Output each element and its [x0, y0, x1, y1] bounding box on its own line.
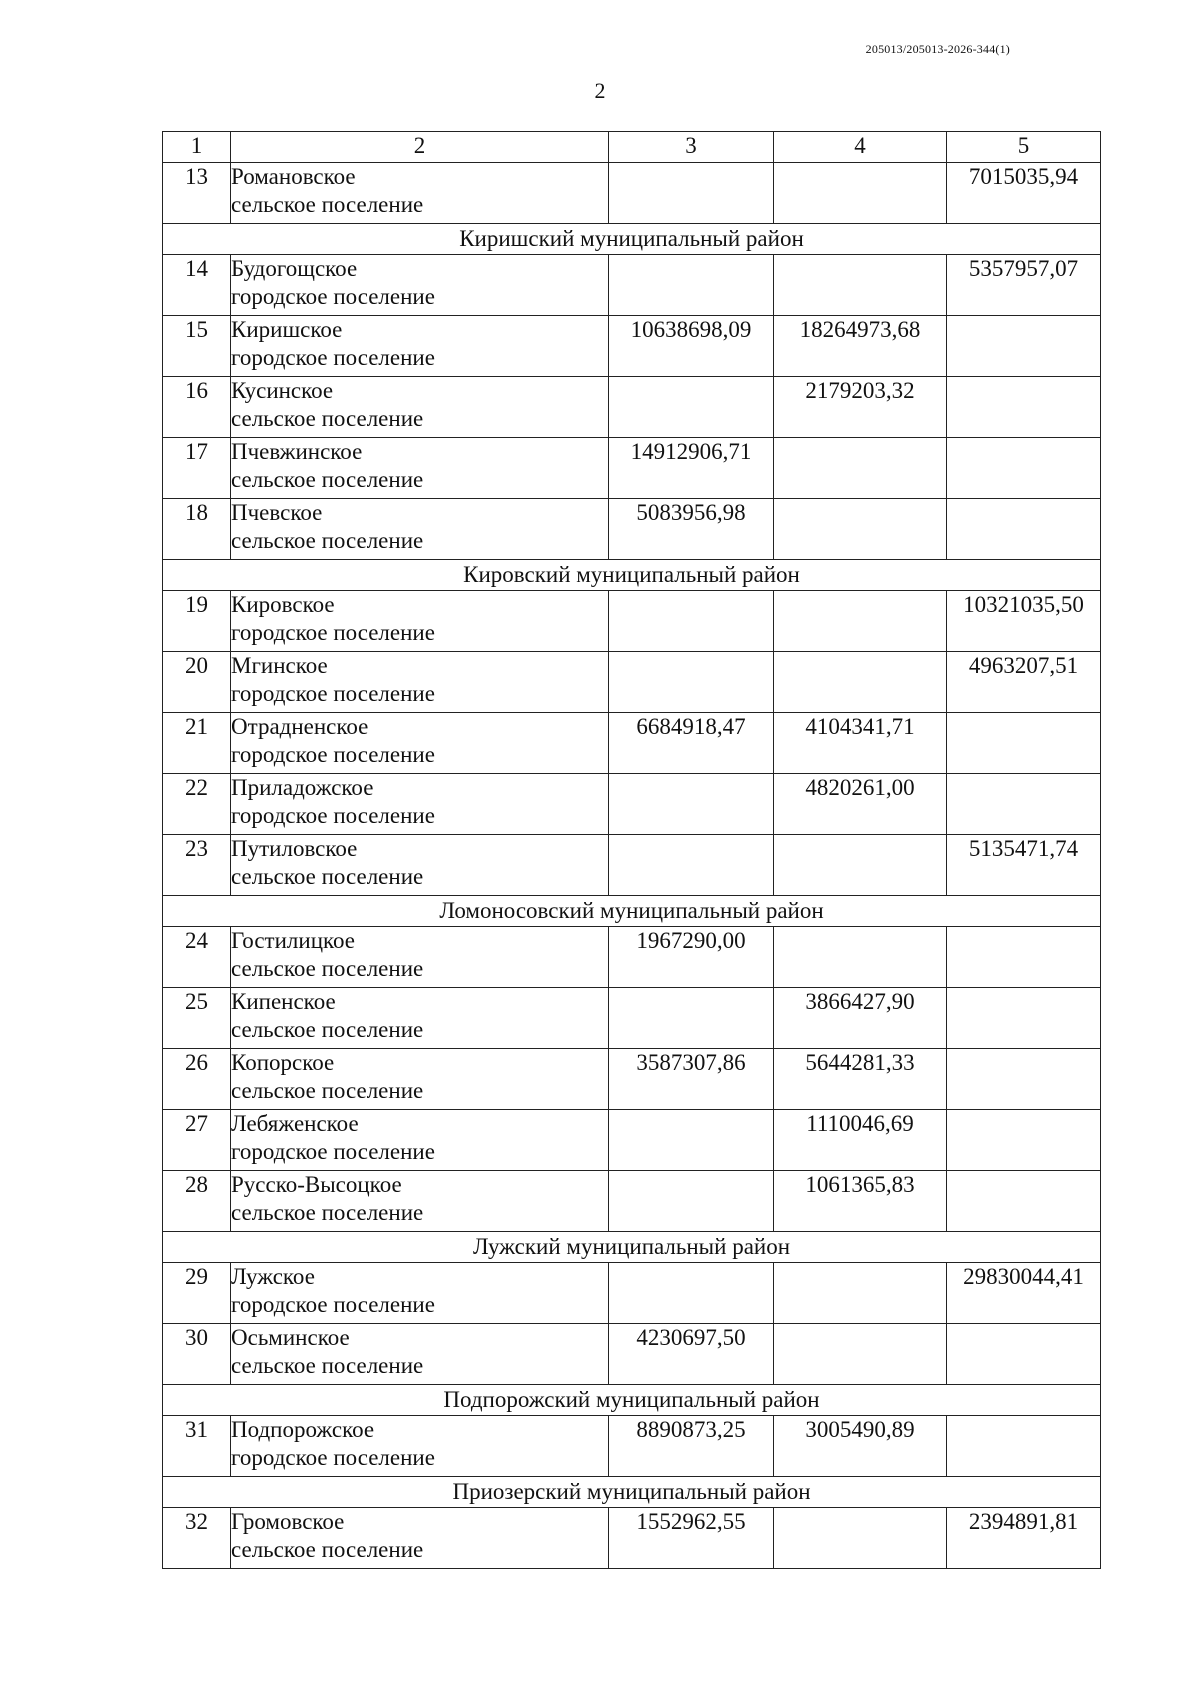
amount-c4 — [774, 1324, 947, 1385]
settlement-name-line1: Лужское — [231, 1264, 315, 1289]
table-row — [163, 1171, 1101, 1232]
settlement-name-line1: Киришское — [231, 317, 343, 342]
table-row — [163, 1049, 1101, 1110]
district-title: Подпорожский муниципальный район — [163, 1385, 1101, 1416]
row-number: 15 — [163, 316, 231, 377]
column-header: 5 — [947, 132, 1101, 163]
table-row — [163, 255, 1101, 316]
settlement-name-line1: Мгинское — [231, 653, 328, 678]
amount-c4: 3005490,89 — [774, 1416, 947, 1477]
table-row — [163, 652, 1101, 713]
district-title: Кировский муниципальный район — [163, 560, 1101, 591]
settlement-name — [231, 499, 609, 560]
row-number: 18 — [163, 499, 231, 560]
amount-c3 — [609, 652, 774, 713]
settlement-name-line2: городское поселение — [231, 345, 435, 370]
amount-c3 — [609, 377, 774, 438]
district-title: Приозерский муниципальный район — [163, 1477, 1101, 1508]
budget-table — [162, 131, 1101, 1569]
settlement-name — [231, 1171, 609, 1232]
settlement-name-line1: Приладожское — [231, 775, 374, 800]
settlement-name-line1: Лебяженское — [231, 1111, 359, 1136]
amount-c4 — [774, 652, 947, 713]
settlement-name-line2: городское поселение — [231, 681, 435, 706]
page-number: 2 — [594, 78, 606, 103]
settlement-name-line2: сельское поселение — [231, 1353, 424, 1378]
district-title: Лужский муниципальный район — [163, 1232, 1101, 1263]
table-row — [163, 316, 1101, 377]
amount-c3: 1552962,55 — [609, 1508, 774, 1569]
row-number: 23 — [163, 835, 231, 896]
column-header: 3 — [609, 132, 774, 163]
table-row — [163, 713, 1101, 774]
amount-c4 — [774, 835, 947, 896]
settlement-name — [231, 255, 609, 316]
settlement-name-line2: сельское поселение — [231, 406, 424, 431]
document-id: 205013/205013-2026-344(1) — [865, 42, 1010, 56]
amount-c5 — [947, 1171, 1101, 1232]
settlement-name-line1: Романовское — [231, 164, 356, 189]
settlement-name-line2: городское поселение — [231, 284, 435, 309]
amount-c5 — [947, 1416, 1101, 1477]
settlement-name — [231, 1324, 609, 1385]
amount-c3: 8890873,25 — [609, 1416, 774, 1477]
district-header-row — [163, 224, 1101, 255]
settlement-name-line2: сельское поселение — [231, 1537, 424, 1562]
district-header-row — [163, 1232, 1101, 1263]
amount-c3 — [609, 774, 774, 835]
row-number: 19 — [163, 591, 231, 652]
amount-c4 — [774, 1508, 947, 1569]
settlement-name-line1: Осьминское — [231, 1325, 350, 1350]
settlement-name-line2: городское поселение — [231, 1139, 435, 1164]
district-header-row — [163, 1385, 1101, 1416]
amount-c5: 2394891,81 — [947, 1508, 1101, 1569]
table-row — [163, 835, 1101, 896]
row-number: 31 — [163, 1416, 231, 1477]
amount-c3 — [609, 1263, 774, 1324]
amount-c5 — [947, 713, 1101, 774]
amount-c5: 4963207,51 — [947, 652, 1101, 713]
amount-c3 — [609, 163, 774, 224]
amount-c3: 6684918,47 — [609, 713, 774, 774]
settlement-name — [231, 713, 609, 774]
settlement-name-line2: сельское поселение — [231, 1200, 424, 1225]
column-header: 1 — [163, 132, 231, 163]
settlement-name — [231, 438, 609, 499]
amount-c4: 4104341,71 — [774, 713, 947, 774]
settlement-name-line1: Кусинское — [231, 378, 334, 403]
amount-c5: 5357957,07 — [947, 255, 1101, 316]
amount-c4: 1110046,69 — [774, 1110, 947, 1171]
settlement-name-line1: Будогощское — [231, 256, 358, 281]
amount-c5 — [947, 1049, 1101, 1110]
settlement-name — [231, 774, 609, 835]
amount-c4: 2179203,32 — [774, 377, 947, 438]
settlement-name — [231, 927, 609, 988]
settlement-name — [231, 163, 609, 224]
settlement-name-line1: Путиловское — [231, 836, 358, 861]
amount-c4 — [774, 499, 947, 560]
amount-c3 — [609, 1110, 774, 1171]
column-header-row — [163, 132, 1101, 163]
table-row — [163, 499, 1101, 560]
settlement-name — [231, 1049, 609, 1110]
amount-c3: 10638698,09 — [609, 316, 774, 377]
row-number: 27 — [163, 1110, 231, 1171]
settlement-name — [231, 316, 609, 377]
settlement-name-line1: Кипенское — [231, 989, 336, 1014]
table-row — [163, 377, 1101, 438]
settlement-name — [231, 591, 609, 652]
row-number: 16 — [163, 377, 231, 438]
settlement-name-line1: Громовское — [231, 1509, 345, 1534]
row-number: 22 — [163, 774, 231, 835]
amount-c5: 29830044,41 — [947, 1263, 1101, 1324]
amount-c3: 4230697,50 — [609, 1324, 774, 1385]
amount-c3 — [609, 988, 774, 1049]
settlement-name — [231, 1508, 609, 1569]
settlement-name-line2: сельское поселение — [231, 1078, 424, 1103]
settlement-name-line2: сельское поселение — [231, 956, 424, 981]
amount-c5: 10321035,50 — [947, 591, 1101, 652]
amount-c3: 14912906,71 — [609, 438, 774, 499]
settlement-name — [231, 377, 609, 438]
settlement-name-line2: сельское поселение — [231, 528, 424, 553]
amount-c4: 1061365,83 — [774, 1171, 947, 1232]
row-number: 30 — [163, 1324, 231, 1385]
settlement-name — [231, 1263, 609, 1324]
amount-c5 — [947, 988, 1101, 1049]
settlement-name-line2: городское поселение — [231, 620, 435, 645]
settlement-name-line2: сельское поселение — [231, 864, 424, 889]
amount-c4: 18264973,68 — [774, 316, 947, 377]
amount-c4 — [774, 163, 947, 224]
row-number: 28 — [163, 1171, 231, 1232]
settlement-name — [231, 835, 609, 896]
amount-c4 — [774, 591, 947, 652]
row-number: 29 — [163, 1263, 231, 1324]
settlement-name-line2: сельское поселение — [231, 192, 424, 217]
settlement-name-line2: сельское поселение — [231, 1017, 424, 1042]
table-row — [163, 163, 1101, 224]
column-header: 4 — [774, 132, 947, 163]
row-number: 24 — [163, 927, 231, 988]
amount-c3: 5083956,98 — [609, 499, 774, 560]
amount-c5 — [947, 438, 1101, 499]
settlement-name — [231, 652, 609, 713]
table-row — [163, 1263, 1101, 1324]
column-header: 2 — [231, 132, 609, 163]
row-number: 20 — [163, 652, 231, 713]
amount-c5 — [947, 316, 1101, 377]
settlement-name — [231, 1110, 609, 1171]
row-number: 13 — [163, 163, 231, 224]
settlement-name-line2: сельское поселение — [231, 467, 424, 492]
amount-c4 — [774, 255, 947, 316]
amount-c4: 5644281,33 — [774, 1049, 947, 1110]
settlement-name-line1: Отрадненское — [231, 714, 369, 739]
district-title: Киришский муниципальный район — [163, 224, 1101, 255]
table-row — [163, 591, 1101, 652]
row-number: 21 — [163, 713, 231, 774]
row-number: 26 — [163, 1049, 231, 1110]
amount-c3 — [609, 835, 774, 896]
table-row — [163, 774, 1101, 835]
table-row — [163, 1324, 1101, 1385]
settlement-name-line2: городское поселение — [231, 1445, 435, 1470]
district-header-row — [163, 560, 1101, 591]
settlement-name-line1: Русско-Высоцкое — [231, 1172, 402, 1197]
amount-c4 — [774, 927, 947, 988]
district-title: Ломоносовский муниципальный район — [163, 896, 1101, 927]
amount-c3 — [609, 591, 774, 652]
amount-c4: 4820261,00 — [774, 774, 947, 835]
amount-c5 — [947, 927, 1101, 988]
settlement-name-line1: Гостилицкое — [231, 928, 356, 953]
amount-c5 — [947, 377, 1101, 438]
table-row — [163, 438, 1101, 499]
district-header-row — [163, 896, 1101, 927]
amount-c5 — [947, 499, 1101, 560]
settlement-name-line2: городское поселение — [231, 803, 435, 828]
settlement-name-line2: городское поселение — [231, 1292, 435, 1317]
amount-c3 — [609, 255, 774, 316]
district-header-row — [163, 1477, 1101, 1508]
row-number: 14 — [163, 255, 231, 316]
row-number: 17 — [163, 438, 231, 499]
row-number: 25 — [163, 988, 231, 1049]
amount-c5: 5135471,74 — [947, 835, 1101, 896]
amount-c4 — [774, 1263, 947, 1324]
amount-c3 — [609, 1171, 774, 1232]
row-number: 32 — [163, 1508, 231, 1569]
settlement-name-line1: Копорское — [231, 1050, 335, 1075]
settlement-name-line1: Пчевжинское — [231, 439, 363, 464]
amount-c5 — [947, 774, 1101, 835]
amount-c5 — [947, 1110, 1101, 1171]
settlement-name-line2: городское поселение — [231, 742, 435, 767]
table-row — [163, 1508, 1101, 1569]
settlement-name — [231, 988, 609, 1049]
settlement-name — [231, 1416, 609, 1477]
amount-c4 — [774, 438, 947, 499]
settlement-name-line1: Подпорожское — [231, 1417, 375, 1442]
amount-c5: 7015035,94 — [947, 163, 1101, 224]
table-row — [163, 1110, 1101, 1171]
table-row — [163, 927, 1101, 988]
amount-c5 — [947, 1324, 1101, 1385]
amount-c4: 3866427,90 — [774, 988, 947, 1049]
table-row — [163, 1416, 1101, 1477]
amount-c3: 1967290,00 — [609, 927, 774, 988]
table-row — [163, 988, 1101, 1049]
settlement-name-line1: Кировское — [231, 592, 335, 617]
settlement-name-line1: Пчевское — [231, 500, 323, 525]
amount-c3: 3587307,86 — [609, 1049, 774, 1110]
